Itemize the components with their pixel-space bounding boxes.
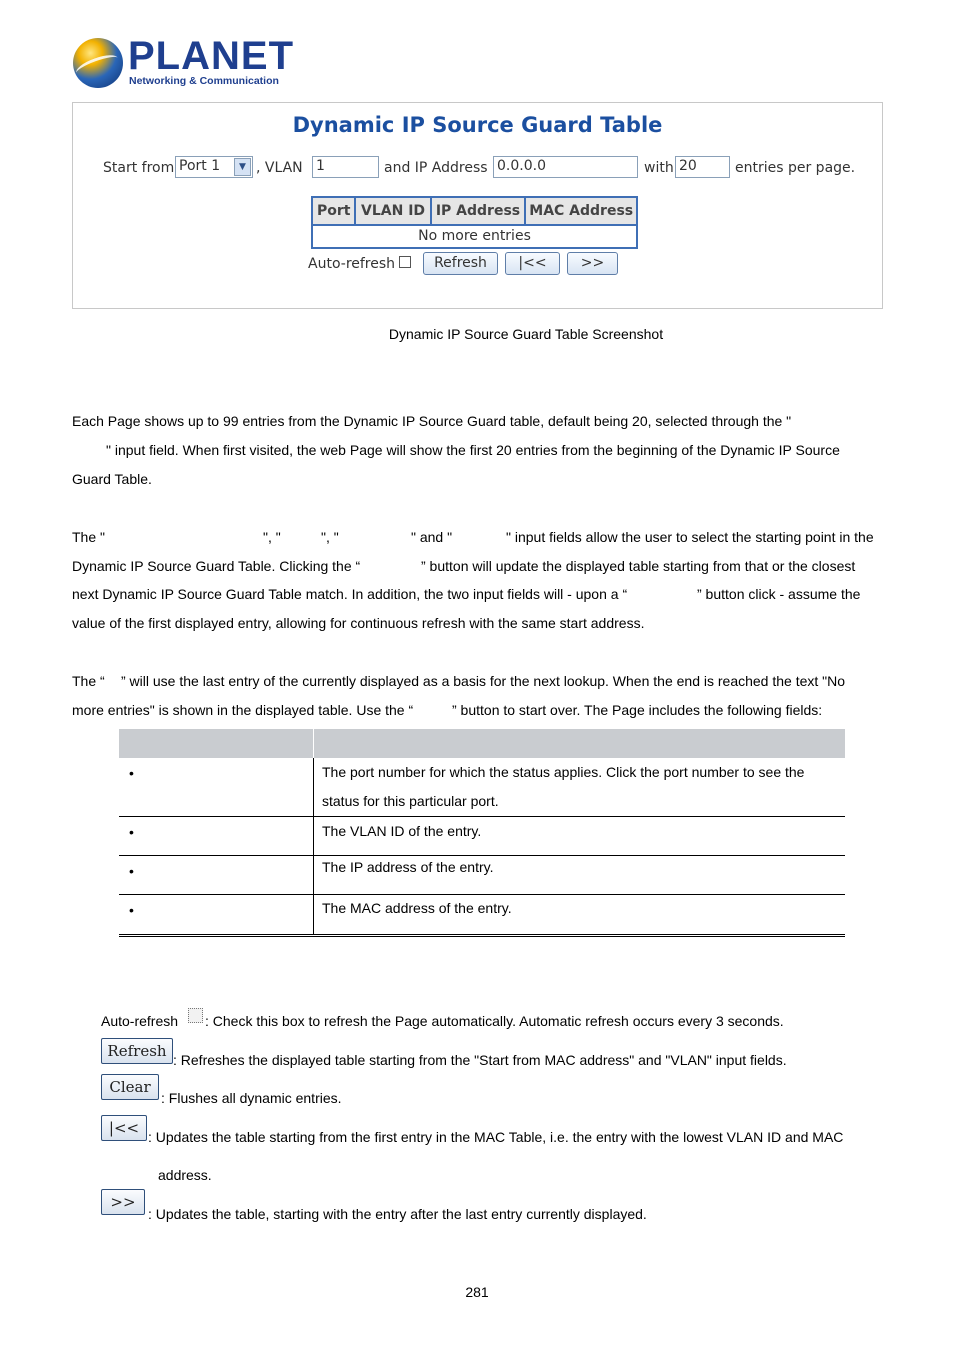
legend-first-page-button: |<< <box>101 1115 147 1141</box>
paragraph-2-part-c: ", " <box>321 529 339 545</box>
legend-clear-text: : Flushes all dynamic entries. <box>161 1090 342 1106</box>
bullet: • <box>129 902 134 918</box>
table-bottom-rule <box>119 934 845 937</box>
legend-first-page-text: : Updates the table starting from the first entry in the MAC Table, i.e. the entry with the lowest VLAN ID and MAC <box>148 1129 844 1145</box>
column-divider <box>313 758 314 935</box>
paragraph-3-line-2a: more entries" is shown in the displayed table. Use the “ <box>72 702 414 718</box>
fields-table-header <box>119 729 845 758</box>
page-number: 281 <box>465 1284 489 1300</box>
paragraph-1-line-1: Each Page shows up to 99 entries from the Dynamic IP Source Guard table, default being 20, selected through the " <box>72 413 792 429</box>
paragraph-3-line-1a: The “ <box>72 673 105 689</box>
entries-per-page-label: entries per page. <box>735 160 856 176</box>
bullet: • <box>129 765 134 781</box>
with-label: with <box>644 160 674 176</box>
legend-auto-refresh-text: : Check this box to refresh the Page automatically. Automatic refresh occurs every 3 seconds. <box>205 1013 784 1029</box>
legend-clear-button: Clear <box>101 1074 159 1100</box>
auto-refresh-label: Auto-refresh <box>308 256 396 272</box>
no-more-entries-row: No more entries <box>418 228 531 244</box>
paragraph-3-line-2b: ” button to start over. The Page includes the following fields: <box>452 702 823 718</box>
dynamic-ip-source-guard-table <box>311 196 638 249</box>
header-divider <box>313 729 314 758</box>
legend-auto-refresh-label: Auto-refresh <box>101 1013 179 1029</box>
field-description-mac-address: The MAC address of the entry. <box>322 900 512 916</box>
column-header-mac-address: MAC Address <box>529 203 634 219</box>
screenshot-frame <box>72 102 883 309</box>
vlan-input[interactable]: 1 <box>312 156 379 178</box>
paragraph-2-part-a: The " <box>72 529 105 545</box>
auto-refresh-checkbox[interactable] <box>399 256 411 268</box>
field-description-ip-address: The IP address of the entry. <box>322 859 494 875</box>
legend-next-page-text: : Updates the table, starting with the entry after the last entry currently displayed. <box>148 1206 647 1222</box>
paragraph-2-part-d: " and " <box>411 529 453 545</box>
port-select-value: Port 1 <box>179 158 221 174</box>
paragraph-3-line-1b: ” will use the last entry of the currently displayed as a basis for the next lookup. When the end is reached the text "No <box>121 673 846 689</box>
paragraph-1-line-2: " input field. When first visited, the web Page will show the first 20 entries from the beginning of the Dynamic IP Source <box>106 442 840 458</box>
table-row <box>119 817 845 856</box>
paragraph-2-line-2a: Dynamic IP Source Guard Table. Clicking the “ <box>72 558 361 574</box>
column-header-port: Port <box>313 198 356 224</box>
legend-refresh-text: : Refreshes the displayed table starting from the "Start from MAC address" and "VLAN" input fields. <box>173 1052 787 1068</box>
start-from-label: Start from <box>103 160 175 176</box>
first-page-button[interactable]: |<< <box>505 252 560 275</box>
field-description-port: The port number for which the status applies. Click the port number to see the <box>322 764 805 780</box>
bullet: • <box>129 863 134 879</box>
paragraph-2-part-e: " input fields allow the user to select the starting point in the <box>506 529 874 545</box>
column-header-vlan-id: VLAN ID <box>356 198 431 224</box>
field-description-port-cont: status for this particular port. <box>322 793 499 809</box>
legend-first-page-text-cont: address. <box>158 1167 212 1183</box>
paragraph-1-line-3: Guard Table. <box>72 471 152 487</box>
paragraph-2-line-4: value of the first displayed entry, allowing for continuous refresh with the same start address. <box>72 615 645 631</box>
brand-tagline: Networking & Communication <box>129 75 279 87</box>
refresh-button[interactable]: Refresh <box>423 252 498 275</box>
legend-next-page-button: >> <box>101 1189 145 1215</box>
table-header <box>313 198 636 226</box>
paragraph-2-part-b: ", " <box>263 529 281 545</box>
column-header-ip-address: IP Address <box>432 198 527 224</box>
vlan-label: , VLAN <box>256 160 303 176</box>
paragraph-2-line-3b: ” button click - assume the <box>697 586 861 602</box>
ip-address-label: and IP Address <box>384 160 488 176</box>
paragraph-2-line-2b: ” button will update the displayed table starting from that or the closest <box>421 558 856 574</box>
next-page-button[interactable]: >> <box>567 252 618 275</box>
brand-name: PLANET <box>128 34 294 78</box>
table-row <box>119 895 845 934</box>
screenshot-title: Dynamic IP Source Guard Table <box>292 113 663 137</box>
field-description-vlan-id: The VLAN ID of the entry. <box>322 823 482 839</box>
port-select[interactable] <box>175 156 253 178</box>
figure-caption: Dynamic IP Source Guard Table Screenshot <box>388 326 664 342</box>
chevron-down-icon[interactable]: ▼ <box>234 158 251 176</box>
legend-refresh-button: Refresh <box>101 1038 173 1064</box>
table-row <box>119 758 845 817</box>
ip-address-input[interactable]: 0.0.0.0 <box>493 156 638 178</box>
paragraph-2-line-3a: next Dynamic IP Source Guard Table match. In addition, the two input fields will - upon a “ <box>72 586 628 602</box>
bullet: • <box>129 824 134 840</box>
table-row <box>119 856 845 895</box>
legend-auto-refresh-checkbox <box>188 1008 203 1023</box>
entries-per-page-input[interactable]: 20 <box>675 156 730 178</box>
